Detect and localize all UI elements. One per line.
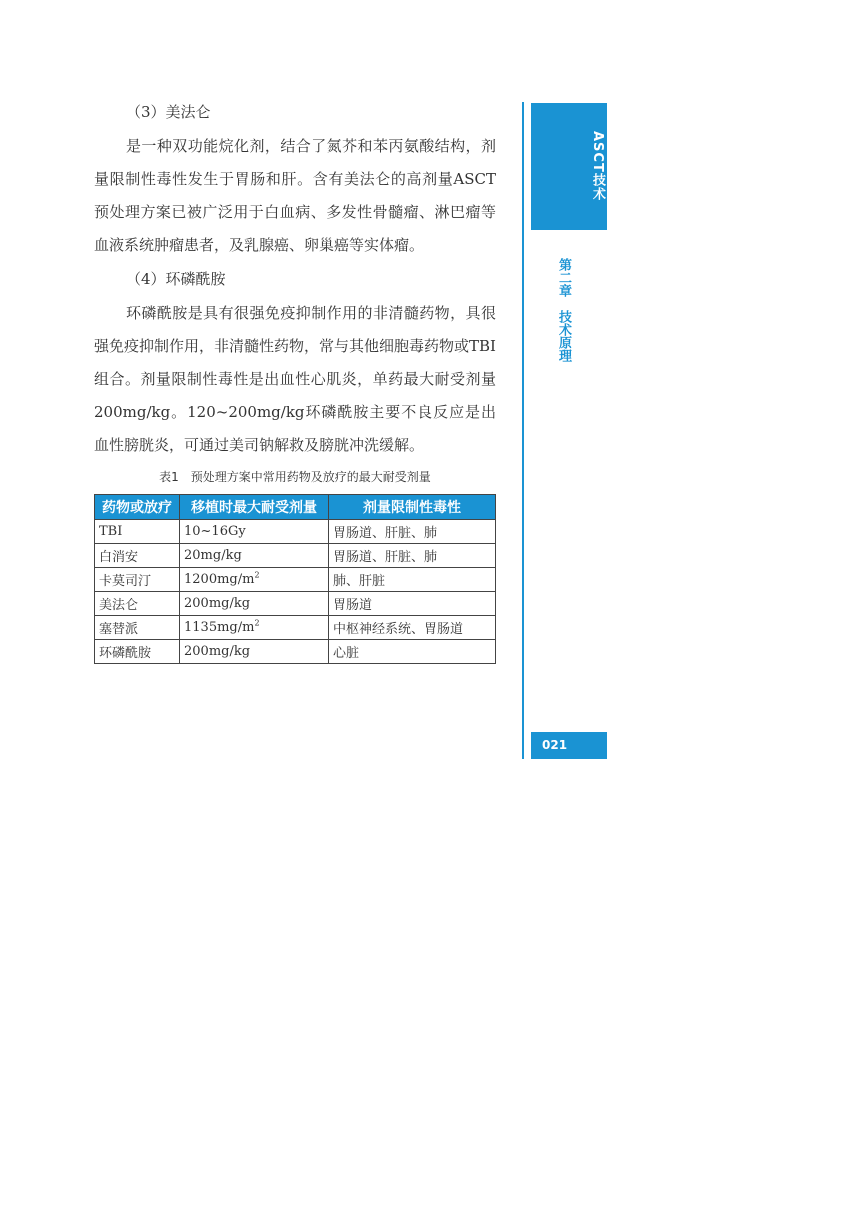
cell-drug: TBI: [95, 520, 180, 544]
book-title-tab: [531, 103, 607, 230]
cell-toxicity: 中枢神经系统、胃肠道: [329, 616, 496, 640]
paragraph-cyclophosphamide: 环磷酰胺是具有很强免疫抑制作用的非清髓药物，具很强免疫抑制作用，非清髓性药物，常与其他细胞毒药物或TBI组合。剂量限制性毒性是出血性心肌炎，单药最大耐受剂量200mg/kg。120~200mg/kg环磷酰胺主要不良反应是出血性膀胱炎，可通过美司钠解救及膀胱冲洗缓解。: [94, 304, 496, 454]
cell-toxicity: 胃肠道、肝脏、肺: [329, 520, 496, 544]
dose-value: 10~16Gy: [184, 524, 246, 539]
cell-drug: 环磷酰胺: [95, 640, 180, 664]
cell-drug: 塞替派: [95, 616, 180, 640]
cell-toxicity: 心脏: [329, 640, 496, 664]
header-dose: 移植时最大耐受剂量: [180, 495, 329, 520]
page-body: [94, 98, 496, 664]
dose-value: 200mg/kg: [184, 596, 251, 611]
cell-dose: [180, 592, 329, 616]
table-row: [95, 568, 496, 592]
dose-value: 20mg/kg: [184, 548, 242, 563]
paragraph-melphalan: 是一种双功能烷化剂，结合了氮芥和苯丙氨酸结构，剂量限制性毒性发生于胃肠和肝。含有美法仑的高剂量ASCT预处理方案已被广泛用于白血病、多发性骨髓瘤、淋巴瘤等血液系统肿瘤患者，及乳腺癌、卵巢癌等实体瘤。: [94, 137, 496, 254]
table-row: [95, 616, 496, 640]
cell-dose: [180, 568, 329, 592]
cell-dose: [180, 640, 329, 664]
cell-dose: [180, 520, 329, 544]
dose-superscript: 2: [254, 618, 260, 628]
table-caption: 表1 预处理方案中常用药物及放疗的最大耐受剂量: [159, 470, 431, 484]
table-row: [95, 520, 496, 544]
dose-value: 1200mg/m: [184, 572, 255, 587]
dose-superscript: 2: [254, 570, 260, 580]
book-title: ASCT技术: [590, 131, 605, 201]
table-row: [95, 640, 496, 664]
table-row: [95, 544, 496, 568]
cell-drug: 白消安: [95, 544, 180, 568]
section-heading-cyclophosphamide: （4）环磷酰胺: [126, 270, 226, 288]
max-tolerated-dose-table: [94, 494, 496, 664]
cell-dose: [180, 544, 329, 568]
sidebar-divider: [522, 102, 524, 759]
dose-value: 200mg/kg: [184, 644, 251, 659]
chapter-title: 第二章 技术原理: [556, 258, 571, 362]
cell-drug: 美法仑: [95, 592, 180, 616]
cell-dose: [180, 616, 329, 640]
dose-value: 1135mg/m: [184, 620, 255, 635]
table-row: [95, 592, 496, 616]
header-drug: 药物或放疗: [95, 495, 180, 520]
cell-drug: 卡莫司汀: [95, 568, 180, 592]
cell-toxicity: 胃肠道: [329, 592, 496, 616]
page-number: 021: [531, 732, 607, 759]
table-header-row: [95, 495, 496, 520]
cell-toxicity: 胃肠道、肝脏、肺: [329, 544, 496, 568]
header-toxicity: 剂量限制性毒性: [329, 495, 496, 520]
cell-toxicity: 肺、肝脏: [329, 568, 496, 592]
section-heading-melphalan: （3）美法仑: [126, 103, 211, 121]
